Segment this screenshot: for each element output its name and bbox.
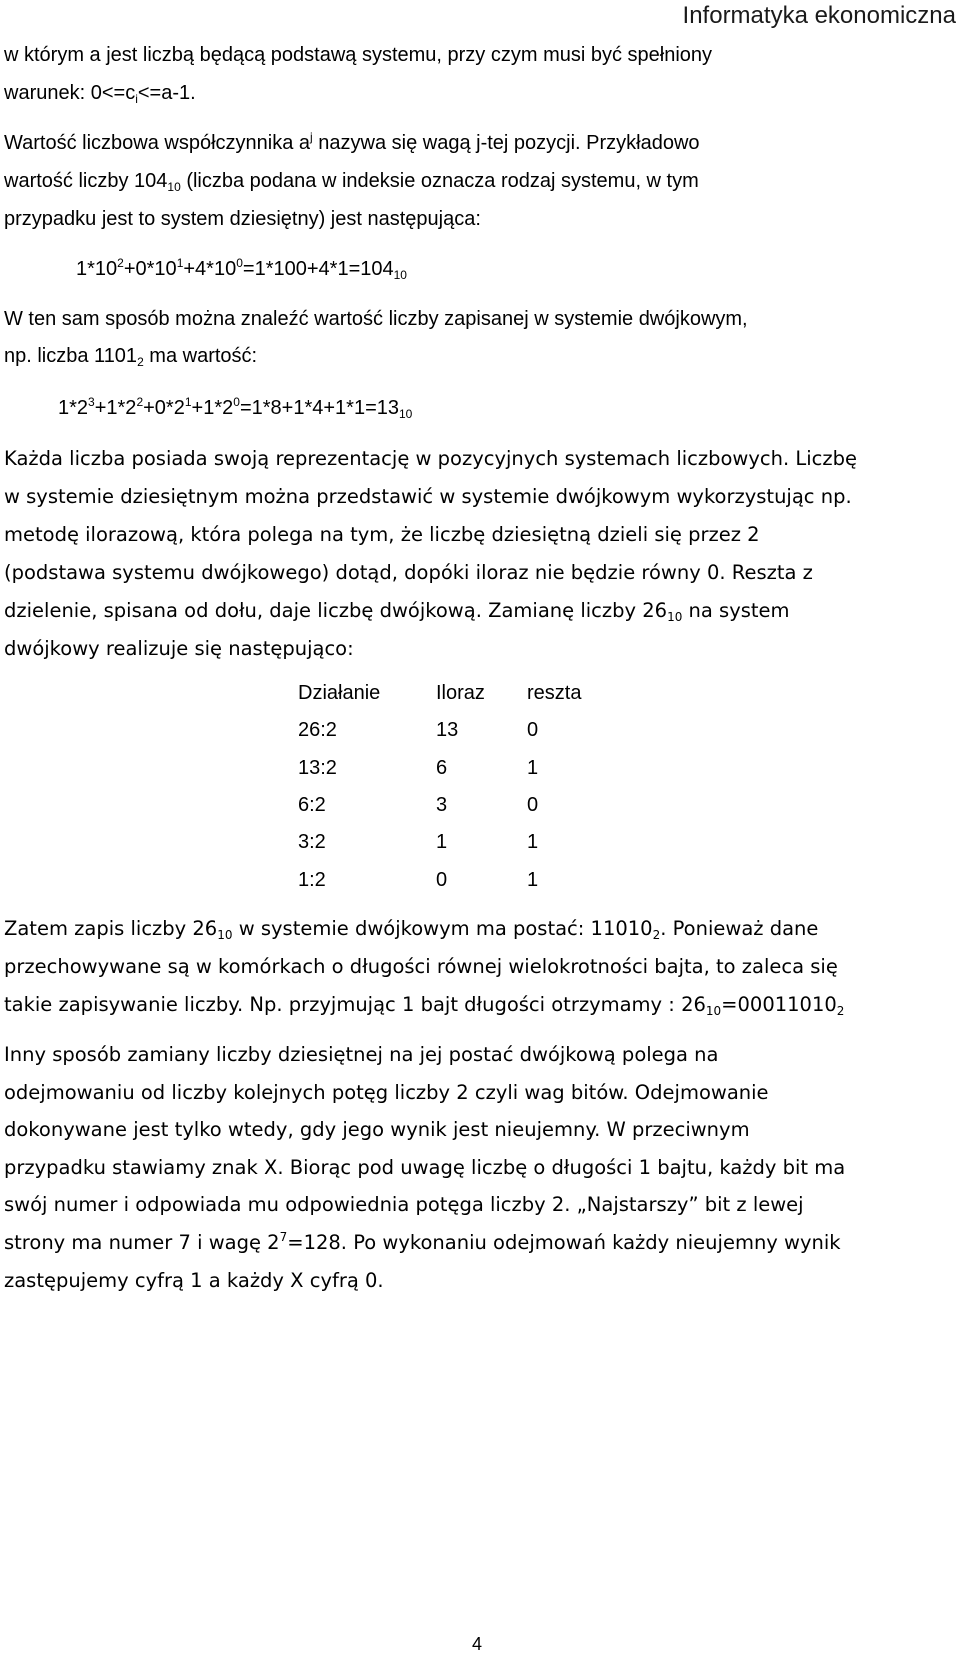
table-cell: 26:2 — [298, 719, 337, 741]
table-header-operation: Działanie — [298, 682, 381, 704]
para4-line-2: przechowywane są w komórkach o długości równej wielokrotności bajta, to zaleca się — [4, 955, 838, 978]
table-header-quotient: Iloraz — [436, 682, 485, 704]
intro-line-4: wartość liczby $104_{10}$ (liczba podana w indeksie oznacza rodzaj systemu, w tym — [4, 170, 699, 194]
intro-line-3: Wartość liczbowa współczynnika $a^j$ nazywa się wagą j-tej pozycji. Przykładowo — [4, 130, 700, 154]
para5-line-4: przypadku stawiamy znak X. Biorąc pod uwagę liczbę o długości 1 bajtu, każdy bit ma — [4, 1156, 846, 1179]
para5-line-5: swój numer i odpowiada mu odpowiednia potęga liczby 2. „Najstarszy” bit z lewej — [4, 1193, 804, 1216]
table-cell: 0 — [527, 719, 539, 741]
table-cell: 6 — [436, 757, 448, 779]
para3-line-4: (podstawa systemu dwójkowego) dotąd, dopóki iloraz nie będzie równy 0. Reszta z — [4, 561, 813, 584]
table-cell: 13:2 — [298, 757, 337, 779]
table-cell: 13 — [436, 719, 459, 741]
para5-line-1: Inny sposób zamiany liczby dziesiętnej na jej postać dwójkową polega na — [4, 1043, 719, 1066]
equation-decimal: $1*10^2+0*10^1+4*10^0=1*100+4*1=104_{10}$ — [76, 256, 407, 282]
equation-binary: $1*2^3+1*2^2+0*2^1+1*2^0=1*8+1*4+1*1=13_{10}$ — [58, 395, 413, 421]
table-cell: 3:2 — [298, 831, 326, 853]
table-cell: 1 — [527, 831, 539, 853]
para2-line-2: np. liczba $1101_2$ ma wartość: — [4, 345, 258, 369]
para3-line-3: metodę ilorazową, która polega na tym, że liczbę dziesiętną dzieli się przez 2 — [4, 523, 760, 546]
para2-line-1: W ten sam sposób można znaleźć wartość liczby zapisanej w systemie dwójkowym, — [4, 308, 748, 330]
table-cell: 0 — [436, 869, 448, 891]
table-cell: 6:2 — [298, 794, 326, 816]
page-header-title: Informatyka ekonomiczna — [682, 2, 956, 29]
para3-line-2: w systemie dziesiętnym można przedstawić w systemie dwójkowym wykorzystując np. — [4, 485, 852, 508]
table-cell: 0 — [527, 794, 539, 816]
intro-line-1: w którym a jest liczbą będącą podstawą systemu, przy czym musi być spełniony — [4, 44, 713, 66]
table-header-remainder: reszta — [527, 682, 582, 704]
para5-line-2: odejmowaniu od liczby kolejnych potęg liczby 2 czyli wag bitów. Odejmowanie — [4, 1081, 769, 1104]
para5-line-3: dokonywane jest tylko wtedy, gdy jego wynik jest nieujemny. W przeciwnym — [4, 1118, 750, 1141]
para3-line-1: Każda liczba posiada swoją reprezentację w pozycyjnych systemach liczbowych. Liczbę — [4, 447, 858, 470]
para4-line-3: takie zapisywanie liczby. Np. przyjmując 1 bajt długości otrzymamy : $26_{10}=00011010_2$ — [4, 993, 845, 1018]
table-cell: 1 — [527, 757, 539, 779]
table-cell: 1 — [527, 869, 539, 891]
page-number: 4 — [472, 1634, 483, 1654]
para4-line-1: Zatem zapis liczby $26_{10}$ w systemie dwójkowym ma postać: $11010_2$. Ponieważ dane — [4, 917, 819, 942]
intro-line-2: warunek: $0<=c_i<=a-1$. — [4, 82, 196, 106]
para3-line-6: dwójkowy realizuje się następująco: — [4, 637, 354, 660]
table-cell: 1:2 — [298, 869, 326, 891]
para5-line-7: zastępujemy cyfrą 1 a każdy X cyfrą 0. — [4, 1269, 384, 1292]
para5-line-6: strony ma numer 7 i wagę $2^7=128$. Po wykonaniu odejmowań każdy nieujemny wynik — [4, 1230, 841, 1254]
table-cell: 3 — [436, 794, 448, 816]
para3-line-5: dzielenie, spisana od dołu, daje liczbę dwójkową. Zamianę liczby $26_{10}$ na system — [4, 599, 790, 624]
intro-line-5: przypadku jest to system dziesiętny) jest następująca: — [4, 208, 481, 230]
table-cell: 1 — [436, 831, 448, 853]
